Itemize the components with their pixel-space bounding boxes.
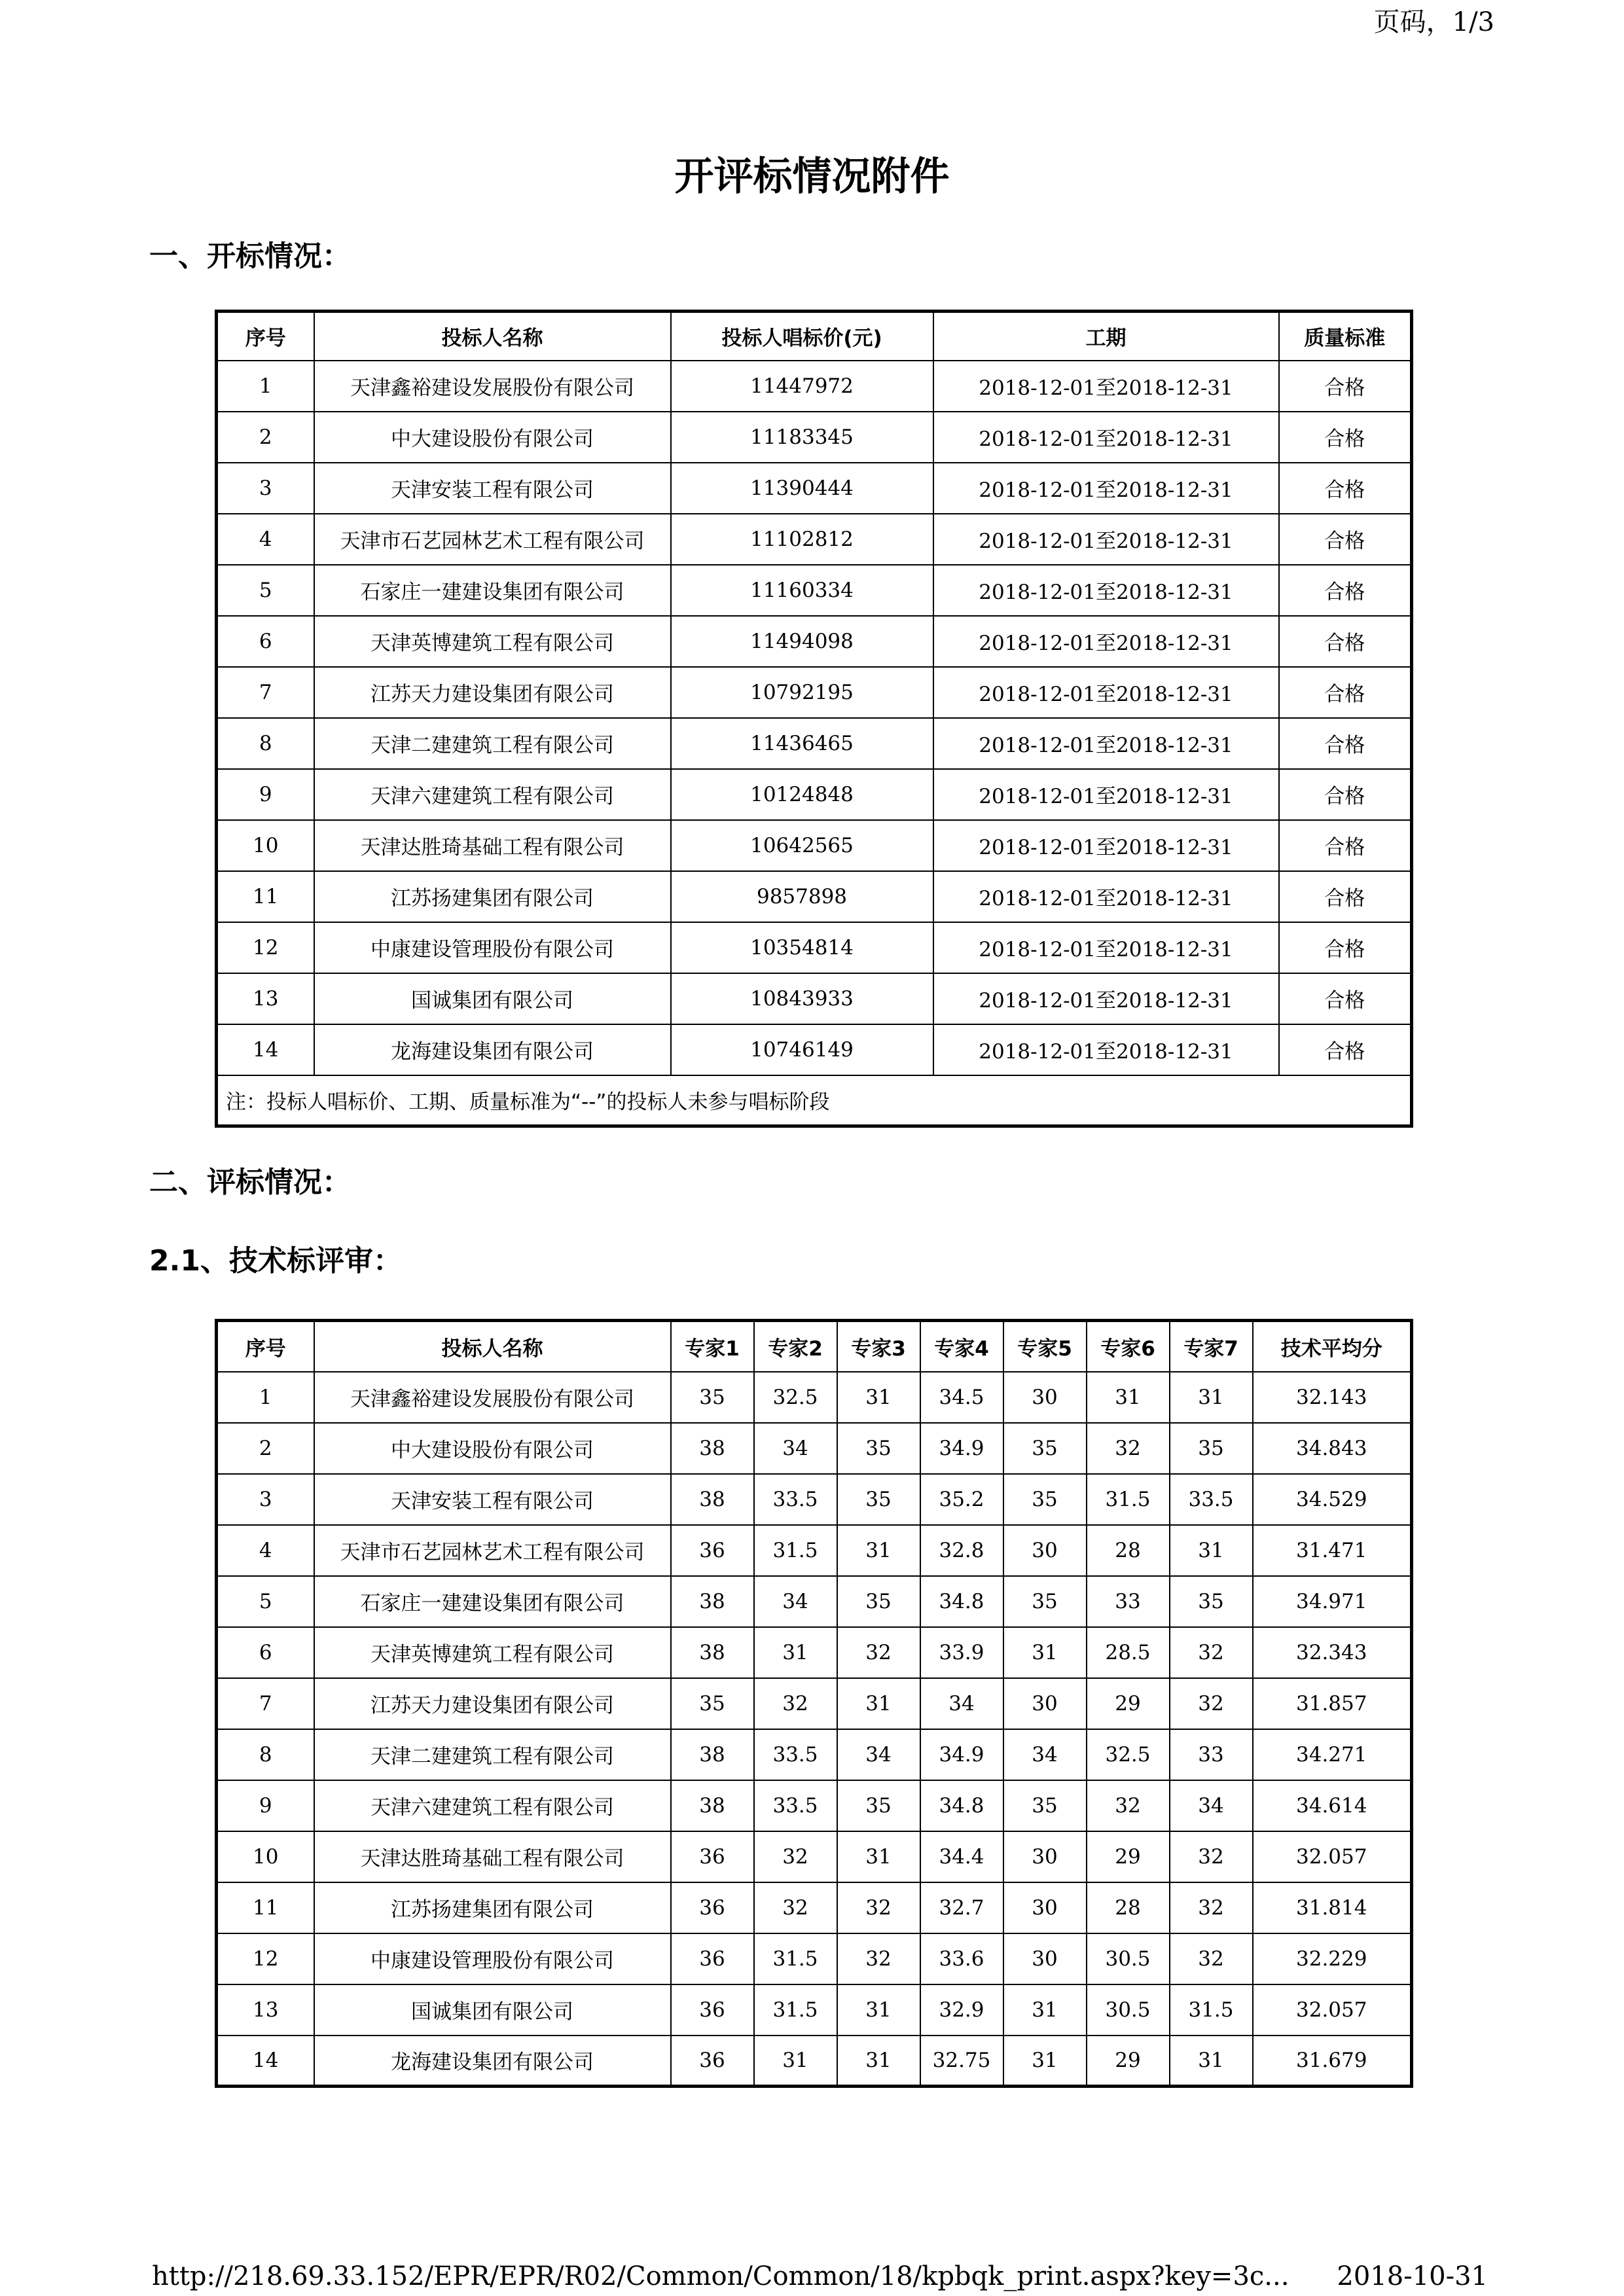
table-cell: 合格: [1279, 361, 1412, 412]
table-cell: 35.2: [920, 1474, 1003, 1525]
table-cell: 2018-12-01至2018-12-31: [933, 1024, 1279, 1075]
table-cell: 31.471: [1253, 1525, 1412, 1576]
bidder-name-cell: 天津六建建筑工程有限公司: [314, 769, 671, 820]
bidder-name-cell: 天津鑫裕建设发展股份有限公司: [314, 361, 671, 412]
table-cell: 29: [1087, 1678, 1170, 1729]
bidder-name-cell: 天津达胜琦基础工程有限公司: [314, 820, 671, 871]
table-row: [217, 1678, 1412, 1729]
table-row: [217, 769, 1412, 820]
table-row: [217, 922, 1412, 973]
table-cell: 32: [1087, 1780, 1170, 1831]
table-cell: 34.8: [920, 1576, 1003, 1627]
table-cell: 36: [671, 1984, 754, 2036]
table-cell: 32.75: [920, 2036, 1003, 2087]
table-row: [217, 667, 1412, 718]
table-cell: 2: [217, 412, 314, 463]
table-cell: 35: [1003, 1576, 1087, 1627]
table-cell: 31: [837, 1984, 920, 2036]
table-cell: 35: [1003, 1423, 1087, 1474]
table-cell: 32.057: [1253, 1831, 1412, 1882]
table-cell: 36: [671, 1933, 754, 1984]
table-cell: 38: [671, 1423, 754, 1474]
table-cell: 2018-12-01至2018-12-31: [933, 565, 1279, 616]
table-cell: 5: [217, 565, 314, 616]
table-row: [217, 1882, 1412, 1933]
header-cell: 工期: [933, 312, 1279, 361]
table-cell: 11183345: [671, 412, 933, 463]
table-cell: 10124848: [671, 769, 933, 820]
table-cell: 31: [1003, 1984, 1087, 2036]
table-cell: 34.5: [920, 1372, 1003, 1423]
table-cell: 2018-12-01至2018-12-31: [933, 361, 1279, 412]
table-cell: 29: [1087, 2036, 1170, 2087]
table-cell: 2018-12-01至2018-12-31: [933, 412, 1279, 463]
table-cell: 32: [1170, 1882, 1253, 1933]
table-row: [217, 1423, 1412, 1474]
table-cell: 11: [217, 871, 314, 922]
bidder-name-cell: 天津英博建筑工程有限公司: [314, 616, 671, 667]
table-cell: 36: [671, 1525, 754, 1576]
bidder-name-cell: 天津安装工程有限公司: [314, 1474, 671, 1525]
table-cell: 14: [217, 2036, 314, 2087]
table-cell: 30.5: [1087, 1933, 1170, 1984]
table-cell: 34: [920, 1678, 1003, 1729]
table-row: [217, 820, 1412, 871]
table-cell: 31.679: [1253, 2036, 1412, 2087]
table-cell: 30: [1003, 1678, 1087, 1729]
header-cell: 技术平均分: [1253, 1321, 1412, 1372]
table-cell: 35: [1170, 1576, 1253, 1627]
table-row: [217, 565, 1412, 616]
table-cell: 34: [1170, 1780, 1253, 1831]
table-row: [217, 514, 1412, 565]
table-cell: 4: [217, 1525, 314, 1576]
bidder-name-cell: 天津六建建筑工程有限公司: [314, 1780, 671, 1831]
table-cell: 11390444: [671, 463, 933, 514]
table-cell: 6: [217, 1627, 314, 1678]
table-cell: 6: [217, 616, 314, 667]
table-cell: 34.9: [920, 1423, 1003, 1474]
bidder-name-cell: 中康建设管理股份有限公司: [314, 1933, 671, 1984]
table-cell: 30: [1003, 1882, 1087, 1933]
header-cell: 投标人名称: [314, 1321, 671, 1372]
bidder-name-cell: 中大建设股份有限公司: [314, 412, 671, 463]
table-cell: 33.5: [754, 1729, 837, 1780]
table-cell: 31: [837, 1372, 920, 1423]
table-header-row: [217, 312, 1412, 361]
table-cell: 合格: [1279, 565, 1412, 616]
page-title: 开评标情况附件: [674, 154, 950, 200]
table-cell: 14: [217, 1024, 314, 1075]
bidder-name-cell: 中康建设管理股份有限公司: [314, 922, 671, 973]
table-cell: 35: [1170, 1423, 1253, 1474]
table-cell: 10746149: [671, 1024, 933, 1075]
table-cell: 31: [754, 2036, 837, 2087]
table-cell: 2018-12-01至2018-12-31: [933, 463, 1279, 514]
table-cell: 32: [1170, 1678, 1253, 1729]
table-cell: 10642565: [671, 820, 933, 871]
table-cell: 4: [217, 514, 314, 565]
table-cell: 31.857: [1253, 1678, 1412, 1729]
bidder-name-cell: 天津二建建筑工程有限公司: [314, 718, 671, 769]
table-cell: 2: [217, 1423, 314, 1474]
bidder-name-cell: 江苏扬建集团有限公司: [314, 871, 671, 922]
table-cell: 32.143: [1253, 1372, 1412, 1423]
bidder-name-cell: 石家庄一建建设集团有限公司: [314, 565, 671, 616]
table-cell: 30: [1003, 1372, 1087, 1423]
note-text: 注：投标人唱标价、工期、质量标准为“--”的投标人未参与唱标阶段: [217, 1075, 1412, 1126]
table-cell: 9857898: [671, 871, 933, 922]
bidder-name-cell: 天津安装工程有限公司: [314, 463, 671, 514]
table-cell: 8: [217, 1729, 314, 1780]
table-cell: 1: [217, 361, 314, 412]
table-cell: 36: [671, 2036, 754, 2087]
table-cell: 31: [1170, 1525, 1253, 1576]
table-cell: 38: [671, 1729, 754, 1780]
table-cell: 32: [754, 1831, 837, 1882]
table-cell: 合格: [1279, 1024, 1412, 1075]
table-cell: 31.5: [1087, 1474, 1170, 1525]
table-cell: 34.843: [1253, 1423, 1412, 1474]
table-cell: 31: [837, 1678, 920, 1729]
table-cell: 11436465: [671, 718, 933, 769]
table-cell: 10843933: [671, 973, 933, 1024]
table-cell: 38: [671, 1627, 754, 1678]
table-cell: 32.8: [920, 1525, 1003, 1576]
table-cell: 合格: [1279, 820, 1412, 871]
header-cell: 投标人名称: [314, 312, 671, 361]
table-cell: 9: [217, 769, 314, 820]
table-cell: 合格: [1279, 514, 1412, 565]
table-row: [217, 973, 1412, 1024]
table-cell: 32: [754, 1882, 837, 1933]
table-cell: 合格: [1279, 769, 1412, 820]
bidder-name-cell: 江苏扬建集团有限公司: [314, 1882, 671, 1933]
table-cell: 2018-12-01至2018-12-31: [933, 769, 1279, 820]
table-cell: 8: [217, 718, 314, 769]
bidder-name-cell: 龙海建设集团有限公司: [314, 2036, 671, 2087]
footer-date: 2018-10-31: [1337, 2261, 1488, 2291]
table-cell: 12: [217, 922, 314, 973]
table-cell: 34.4: [920, 1831, 1003, 1882]
header-cell: 专家3: [837, 1321, 920, 1372]
table-cell: 34: [1003, 1729, 1087, 1780]
table-cell: 2018-12-01至2018-12-31: [933, 667, 1279, 718]
table-cell: 35: [837, 1576, 920, 1627]
table-header-row: [217, 1321, 1412, 1372]
table-cell: 34: [837, 1729, 920, 1780]
table-cell: 34.8: [920, 1780, 1003, 1831]
table-cell: 1: [217, 1372, 314, 1423]
bidder-name-cell: 江苏天力建设集团有限公司: [314, 667, 671, 718]
bidder-name-cell: 江苏天力建设集团有限公司: [314, 1678, 671, 1729]
table-cell: 31: [1170, 2036, 1253, 2087]
table-row: [217, 1372, 1412, 1423]
table-cell: 33.9: [920, 1627, 1003, 1678]
table-cell: 36: [671, 1831, 754, 1882]
bidder-name-cell: 石家庄一建建设集团有限公司: [314, 1576, 671, 1627]
section-subheading-technical: 2.1、技术标评审：: [149, 1244, 402, 1278]
table-cell: 合格: [1279, 871, 1412, 922]
table-cell: 35: [671, 1372, 754, 1423]
table-cell: 12: [217, 1933, 314, 1984]
bidder-name-cell: 天津二建建筑工程有限公司: [314, 1729, 671, 1780]
table-row: [217, 718, 1412, 769]
table-cell: 32.7: [920, 1882, 1003, 1933]
table-cell: 2018-12-01至2018-12-31: [933, 973, 1279, 1024]
table-cell: 30: [1003, 1525, 1087, 1576]
table-cell: 32: [1170, 1831, 1253, 1882]
table-cell: 31: [837, 1525, 920, 1576]
table-cell: 34.971: [1253, 1576, 1412, 1627]
header-cell: 专家2: [754, 1321, 837, 1372]
table-cell: 35: [1003, 1780, 1087, 1831]
table-cell: 2018-12-01至2018-12-31: [933, 616, 1279, 667]
header-cell: 专家4: [920, 1321, 1003, 1372]
header-cell: 投标人唱标价(元): [671, 312, 933, 361]
table-row: [217, 463, 1412, 514]
table-row: [217, 871, 1412, 922]
table-cell: 32.229: [1253, 1933, 1412, 1984]
header-cell: 专家6: [1087, 1321, 1170, 1372]
table-cell: 合格: [1279, 922, 1412, 973]
table-cell: 30: [1003, 1831, 1087, 1882]
table-cell: 31: [1170, 1372, 1253, 1423]
table-cell: 11494098: [671, 616, 933, 667]
table-cell: 13: [217, 1984, 314, 2036]
table-cell: 31.5: [754, 1525, 837, 1576]
table-cell: 5: [217, 1576, 314, 1627]
table-cell: 34: [754, 1576, 837, 1627]
table-row: [217, 412, 1412, 463]
table-cell: 31: [754, 1627, 837, 1678]
table-row: [217, 1576, 1412, 1627]
table-cell: 35: [837, 1474, 920, 1525]
table-cell: 2018-12-01至2018-12-31: [933, 820, 1279, 871]
table-cell: 2018-12-01至2018-12-31: [933, 718, 1279, 769]
table-row: [217, 1024, 1412, 1075]
bidder-name-cell: 中大建设股份有限公司: [314, 1423, 671, 1474]
table-cell: 34: [754, 1423, 837, 1474]
table-cell: 32: [1170, 1933, 1253, 1984]
table-row: [217, 1474, 1412, 1525]
table-cell: 合格: [1279, 616, 1412, 667]
table-cell: 38: [671, 1474, 754, 1525]
table-row: [217, 1780, 1412, 1831]
table-cell: 34.614: [1253, 1780, 1412, 1831]
table-cell: 33.5: [1170, 1474, 1253, 1525]
header-cell: 质量标准: [1279, 312, 1412, 361]
bidder-name-cell: 天津鑫裕建设发展股份有限公司: [314, 1372, 671, 1423]
bidder-name-cell: 天津市石艺园林艺术工程有限公司: [314, 1525, 671, 1576]
table-cell: 32.343: [1253, 1627, 1412, 1678]
header-cell: 专家5: [1003, 1321, 1087, 1372]
note-row: [217, 1075, 1412, 1126]
table-cell: 11160334: [671, 565, 933, 616]
table-cell: 35: [837, 1780, 920, 1831]
table-cell: 32: [1087, 1423, 1170, 1474]
table-cell: 7: [217, 667, 314, 718]
table-cell: 31.814: [1253, 1882, 1412, 1933]
table-cell: 33.6: [920, 1933, 1003, 1984]
table-cell: 32.5: [1087, 1729, 1170, 1780]
header-cell: 专家7: [1170, 1321, 1253, 1372]
table-cell: 3: [217, 1474, 314, 1525]
table-cell: 31: [1087, 1372, 1170, 1423]
table-cell: 33.5: [754, 1780, 837, 1831]
table-cell: 32: [754, 1678, 837, 1729]
table-row: [217, 1984, 1412, 2036]
bidder-name-cell: 天津达胜琦基础工程有限公司: [314, 1831, 671, 1882]
bidder-name-cell: 天津市石艺园林艺术工程有限公司: [314, 514, 671, 565]
technical-score-table: [215, 1319, 1413, 2088]
table-cell: 32.9: [920, 1984, 1003, 2036]
table-cell: 32.5: [754, 1372, 837, 1423]
table-cell: 28: [1087, 1525, 1170, 1576]
table-cell: 38: [671, 1576, 754, 1627]
table-cell: 合格: [1279, 667, 1412, 718]
table-cell: 11: [217, 1882, 314, 1933]
header-cell: 专家1: [671, 1321, 754, 1372]
table-row: [217, 2036, 1412, 2087]
table-cell: 32: [1170, 1627, 1253, 1678]
table-row: [217, 1831, 1412, 1882]
table-cell: 30: [1003, 1933, 1087, 1984]
bidder-name-cell: 天津英博建筑工程有限公司: [314, 1627, 671, 1678]
table-cell: 31: [837, 2036, 920, 2087]
table-row: [217, 1627, 1412, 1678]
table-cell: 28.5: [1087, 1627, 1170, 1678]
table-cell: 34.529: [1253, 1474, 1412, 1525]
table-cell: 13: [217, 973, 314, 1024]
bidder-name-cell: 国诚集团有限公司: [314, 1984, 671, 2036]
bidder-name-cell: 龙海建设集团有限公司: [314, 1024, 671, 1075]
table-cell: 32: [837, 1882, 920, 1933]
table-cell: 10: [217, 1831, 314, 1882]
table-cell: 32: [837, 1627, 920, 1678]
footer-url: http://218.69.33.152/EPR/EPR/R02/Common/Common/18/kpbqk_print.aspx?key=3c...: [152, 2261, 1290, 2291]
table-cell: 2018-12-01至2018-12-31: [933, 514, 1279, 565]
table-cell: 31.5: [754, 1984, 837, 2036]
table-cell: 31: [1003, 2036, 1087, 2087]
table-cell: 10792195: [671, 667, 933, 718]
table-cell: 合格: [1279, 973, 1412, 1024]
table-cell: 11447972: [671, 361, 933, 412]
table-cell: 34.271: [1253, 1729, 1412, 1780]
table-cell: 35: [671, 1678, 754, 1729]
section-heading-evaluation: 二、评标情况：: [149, 1166, 351, 1199]
table-row: [217, 1729, 1412, 1780]
section-heading-opening: 一、开标情况：: [149, 240, 351, 273]
table-cell: 32.057: [1253, 1984, 1412, 2036]
table-cell: 35: [1003, 1474, 1087, 1525]
table-cell: 34.9: [920, 1729, 1003, 1780]
bidder-name-cell: 国诚集团有限公司: [314, 973, 671, 1024]
table-cell: 11102812: [671, 514, 933, 565]
table-cell: 29: [1087, 1831, 1170, 1882]
table-row: [217, 616, 1412, 667]
page-number: 页码，1/3: [1373, 7, 1494, 37]
table-cell: 33: [1170, 1729, 1253, 1780]
table-cell: 合格: [1279, 463, 1412, 514]
table-cell: 33.5: [754, 1474, 837, 1525]
table-cell: 36: [671, 1882, 754, 1933]
table-cell: 合格: [1279, 718, 1412, 769]
table-cell: 3: [217, 463, 314, 514]
table-row: [217, 1525, 1412, 1576]
table-cell: 2018-12-01至2018-12-31: [933, 922, 1279, 973]
table-cell: 35: [837, 1423, 920, 1474]
table-cell: 合格: [1279, 412, 1412, 463]
table-cell: 31: [1003, 1627, 1087, 1678]
table-row: [217, 1933, 1412, 1984]
table-cell: 30.5: [1087, 1984, 1170, 2036]
table-cell: 33: [1087, 1576, 1170, 1627]
header-cell: 序号: [217, 1321, 314, 1372]
table-row: [217, 361, 1412, 412]
table-cell: 31.5: [1170, 1984, 1253, 2036]
table-cell: 9: [217, 1780, 314, 1831]
table-cell: 32: [837, 1933, 920, 1984]
header-cell: 序号: [217, 312, 314, 361]
table-cell: 2018-12-01至2018-12-31: [933, 871, 1279, 922]
table-cell: 10354814: [671, 922, 933, 973]
table-cell: 31.5: [754, 1933, 837, 1984]
table-cell: 28: [1087, 1882, 1170, 1933]
table-cell: 31: [837, 1831, 920, 1882]
table-cell: 7: [217, 1678, 314, 1729]
opening-table: [215, 310, 1413, 1128]
table-cell: 38: [671, 1780, 754, 1831]
table-cell: 10: [217, 820, 314, 871]
